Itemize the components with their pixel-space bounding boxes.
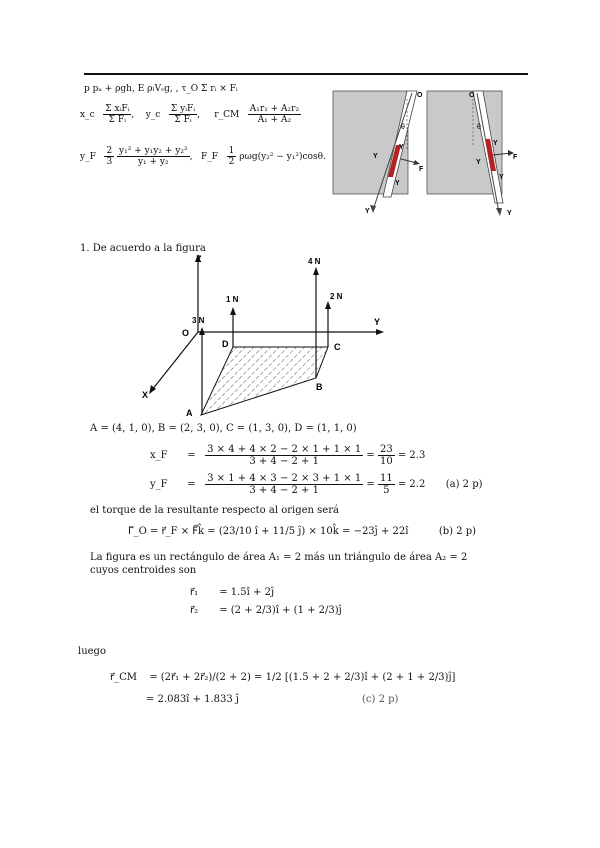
axis-label-y: Y <box>374 317 381 327</box>
points-line: A = (4, 1, 0), B = (2, 3, 0), C = (1, 3, 0), D = (1, 1, 0) <box>90 423 357 434</box>
svg-text:Y: Y <box>399 144 404 151</box>
axis-label-x: X <box>142 390 149 400</box>
point-label-d: D <box>222 339 229 349</box>
svg-text:Y: Y <box>499 174 504 181</box>
rcm-equation-1: r⃗_CM = (2r⃗₁ + 2r⃗₂)/(2 + 2) = 1/2 [(1.5 + 2 + 2/3)î + (2 + 1 + 2/3)ĵ] <box>110 672 456 683</box>
torque-equation: Γ⃗_O = r⃗_F × F⃗k̂ = (23/10 î + 11/5 ĵ) × 10k̂ = −23ĵ + 22î (b) 2 p) <box>128 526 477 537</box>
axis-label-o: O <box>182 328 190 338</box>
formula-row-2: x_c $\frac{\text{Σ xᵢFᵢ}}{\text{Σ Fᵢ}}$ , y_c $\frac{\text{Σ yᵢFᵢ}}{\text{Σ Fᵢ}}$ , r_CM $\frac{\text{A₁r₁ + A₂r₂}}{\text{A₁ + A₂}}$ <box>80 104 300 125</box>
axis-label-z: Z <box>196 254 202 264</box>
figure-text-2: cuyos centroides son <box>90 565 197 576</box>
force-diagram <box>130 250 400 420</box>
gate-figure <box>325 85 525 220</box>
luego-text: luego <box>78 646 106 657</box>
svg-text:F: F <box>513 154 518 161</box>
point-label-c: C <box>334 342 341 352</box>
svg-text:Y: Y <box>476 159 481 166</box>
r1-equation: r⃗₁ = 1.5î + 2ĵ <box>190 587 275 598</box>
top-rule <box>84 73 528 75</box>
svg-text:Y: Y <box>493 140 498 147</box>
point-label-b: B <box>316 382 323 392</box>
svg-text:Y: Y <box>373 153 378 160</box>
gate-label-O: O <box>417 92 423 99</box>
tag-c: (c) 2 p) <box>362 694 399 705</box>
point-label-a: A <box>186 408 193 418</box>
tag-a: (a) 2 p) <box>445 479 483 490</box>
r2-equation: r⃗₂ = (2 + 2/3)î + (1 + 2/3)ĵ <box>190 605 342 616</box>
force-label-3n: 3 N <box>192 316 205 325</box>
svg-text:F: F <box>419 166 424 173</box>
gate-panel-left <box>333 91 424 215</box>
gate-label-theta: θ <box>401 124 405 131</box>
svg-text:Y: Y <box>395 180 400 187</box>
svg-text:O: O <box>469 92 475 99</box>
force-label-2n: 2 N <box>330 292 343 301</box>
force-label-4n: 4 N <box>308 257 321 266</box>
xf-equation: x_F = $\frac{3 \times 4 + 4 \times 2 - 2 \times 1 + 1 \times 1}{3 + 4 - 2 + 1}$ = $\frac{23}{10}$ = 2.3 <box>150 444 426 467</box>
rcm-equation-2: = 2.083î + 1.833 ĵ <box>146 694 240 705</box>
formula-row-1: p pₐ + ρgh, E ρₗVₛg, , τ_O Σ rᵢ × Fᵢ <box>84 84 238 94</box>
figure-text-1: La figura es un rectángulo de área A₁ = 2 más un triángulo de área A₂ = 2 <box>90 552 468 563</box>
yf-equation: y_F = $\frac{3 \times 1 + 4 \times 3 - 2 \times 3 + 1 \times 1}{3 + 4 - 2 + 1}$ = $\frac{11}{5}$ = 2.2 (a) 2 p) <box>150 473 483 496</box>
svg-text:Y: Y <box>365 208 370 215</box>
svg-text:θ: θ <box>477 124 481 131</box>
torque-intro: el torque de la resultante respecto al origen será <box>90 505 339 516</box>
formula-row-3: y_F $\frac{2}{3}$ $\frac{\text{y₁² + y₁y₂ + y₂²}}{\text{y₁ + y₂}}$ , F_F $\frac{1}{2}$ ρωg(y₂² − y₁²)cosθ. <box>80 146 326 167</box>
svg-text:Y: Y <box>507 210 512 217</box>
tag-b: (b) 2 p) <box>438 526 477 537</box>
problem-title: 1. De acuerdo a la figura <box>80 243 206 254</box>
gate-panel-right <box>427 91 518 217</box>
force-label-1n: 1 N <box>226 295 239 304</box>
